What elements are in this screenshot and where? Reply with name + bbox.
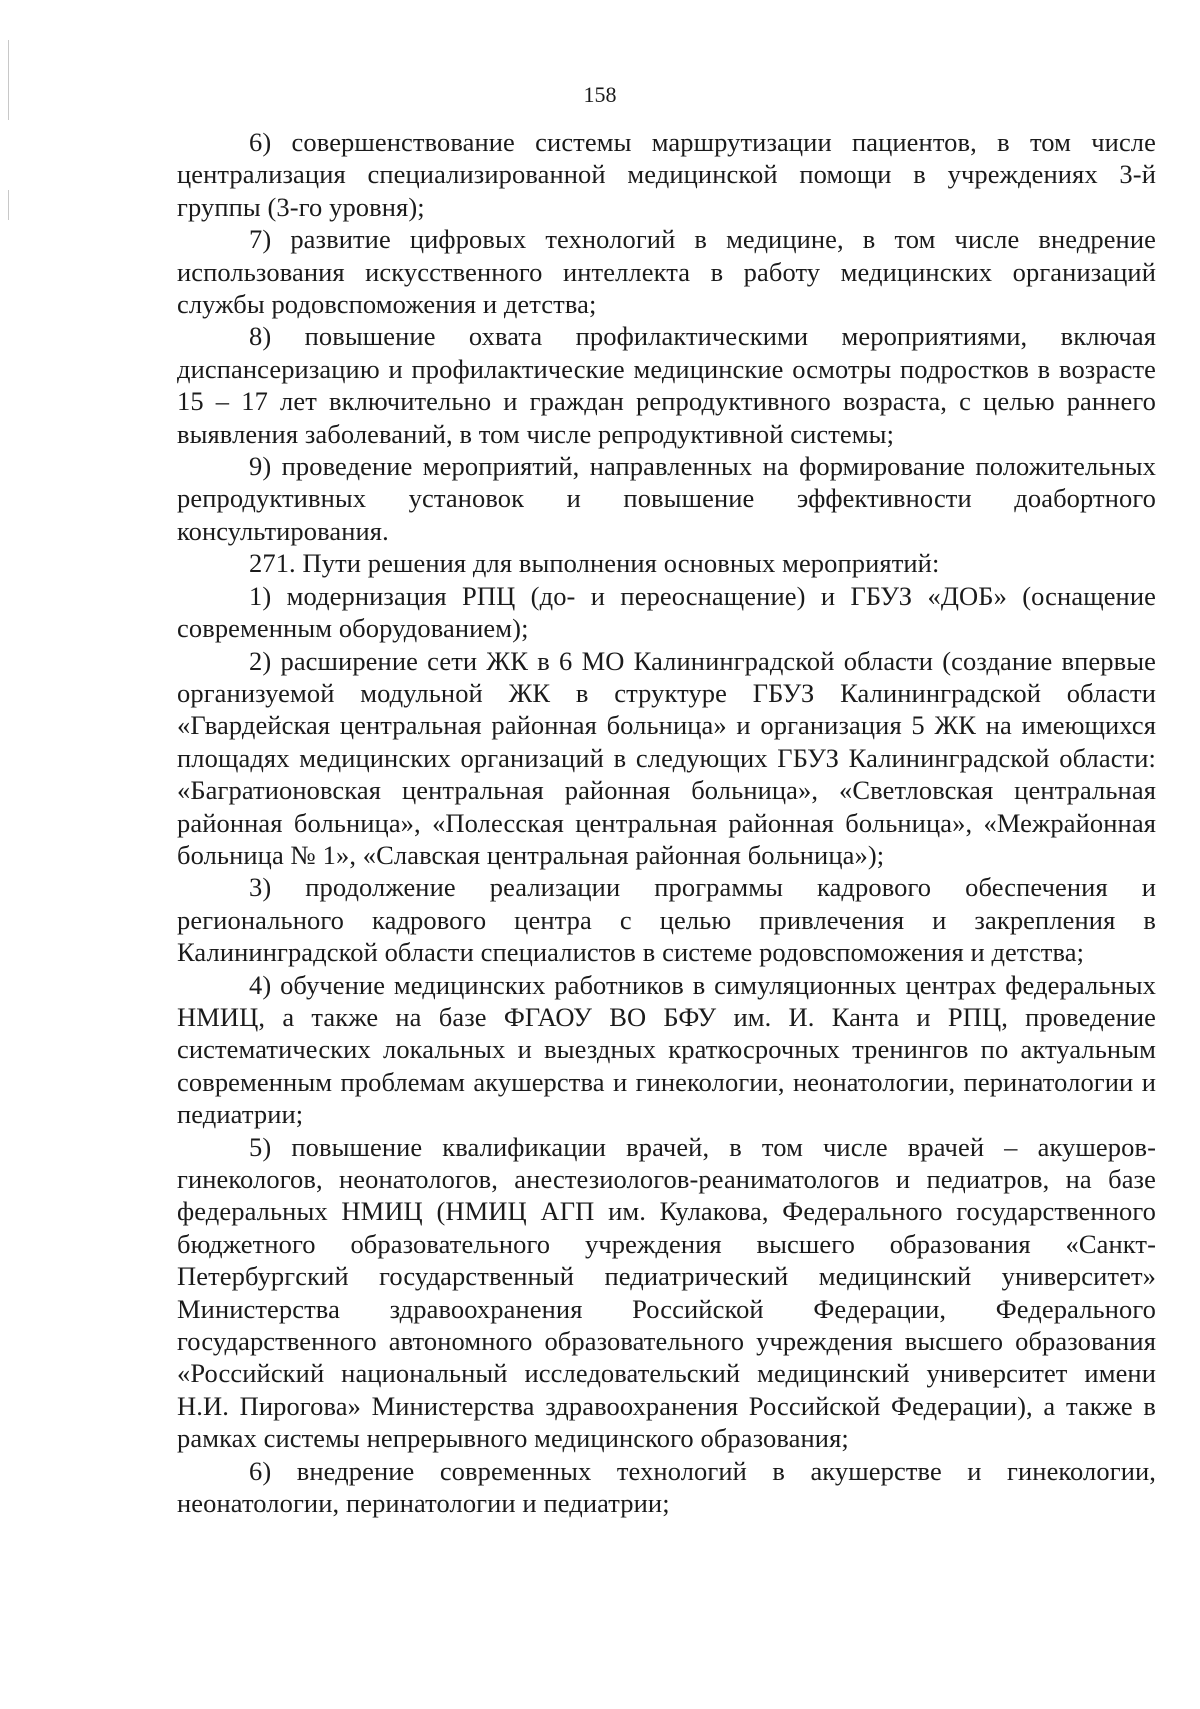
paragraph: 8) повышение охвата профилактическими мероприятиями, включая диспансеризацию и профилактические медицинские осмотры подростков в возрасте 15 – 17 лет включительно и граждан репродуктивного возраста, с целью раннего выявления заболеваний, в том числе репродуктивной системы; bbox=[177, 321, 1156, 449]
scan-edge-mark bbox=[8, 190, 9, 220]
paragraph: 2) расширение сети ЖК в 6 МО Калининградской области (создание впервые организуемой модульной ЖК в структуре ГБУЗ Калининградской области «Гвардейская центральная районная больница» и организация 5 ЖК на имеющихся площадях медицинских организаций в следующих ГБУЗ Калининградской области: «Багратионовская центральная районная больница», «Светловская центральная районная больница», «Полесская центральная районная больница», «Межрайонная больница № 1», «Славская центральная районная больница»); bbox=[177, 645, 1156, 870]
paragraph: 6) внедрение современных технологий в акушерстве и гинекологии, неонатологии, перинатологии и педиатрии; bbox=[177, 1455, 1156, 1519]
paragraph: 9) проведение мероприятий, направленных на формирование положительных репродуктивных установок и повышение эффективности доабортного консультирования. bbox=[177, 451, 1156, 546]
paragraph: 4) обучение медицинских работников в симуляционных центрах федеральных НМИЦ, а также на базе ФГАОУ ВО БФУ им. И. Канта и РПЦ, проведение систематических локальных и выездных краткосрочных тренингов по актуальным современным проблемам акушерства и гинекологии, неонатологии, перинатологии и педиатрии; bbox=[177, 969, 1156, 1130]
scan-edge-mark bbox=[8, 40, 9, 120]
paragraph: 1) модернизация РПЦ (до- и переоснащение) и ГБУЗ «ДОБ» (оснащение современным оборудованием); bbox=[177, 580, 1156, 644]
paragraph: 7) развитие цифровых технологий в медицине, в том числе внедрение использования искусственного интеллекта в работу медицинских организаций службы родовспоможения и детства; bbox=[177, 224, 1156, 320]
paragraph: 271. Пути решения для выполнения основных мероприятий: bbox=[249, 548, 940, 579]
paragraph: 5) повышение квалификации врачей, в том числе врачей – акушеров-гинекологов, неонатологов, анестезиологов-реаниматологов и педиатров, на базе федеральных НМИЦ (НМИЦ АГП им. Кулакова, Федерального государственного бюджетного образовательного учреждения высшего образования «Санкт-Петербургский государственный педиатрический медицинский университет» Министерства здравоохранения Российской Федерации, Федерального государственного автономного образовательного учреждения высшего образования «Российский национальный исследовательский медицинский университет имени Н.И. Пирогова» Министерства здравоохранения Российской Федерации), а также в рамках системы непрерывного медицинского образования; bbox=[177, 1131, 1156, 1454]
page-number: 158 bbox=[583, 82, 617, 107]
paragraph: 3) продолжение реализации программы кадрового обеспечения и регионального кадрового центра с целью привлечения и закрепления в Калининградской области специалистов в системе родовспоможения и детства; bbox=[177, 872, 1156, 968]
paragraph: 6) совершенствование системы маршрутизации пациентов, в том числе централизация специализированной медицинской помощи в учреждениях 3-й группы (3-го уровня); bbox=[177, 127, 1156, 222]
document-body bbox=[177, 126, 1156, 1519]
